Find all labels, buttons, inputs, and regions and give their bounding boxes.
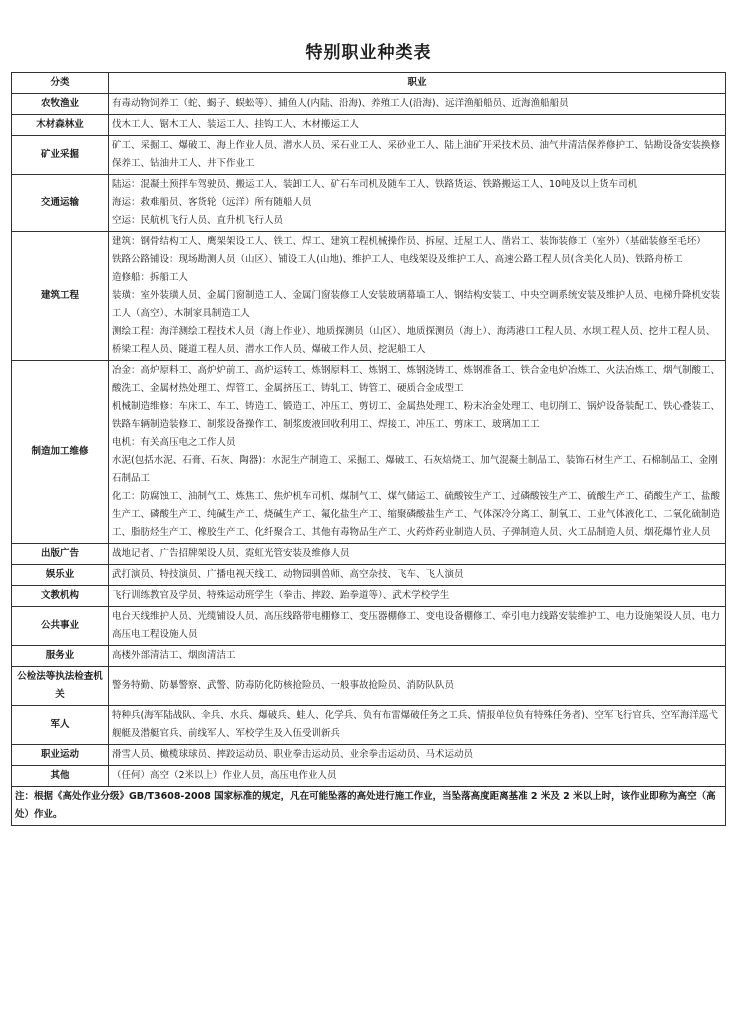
table-row — [12, 706, 726, 745]
table-row — [12, 175, 726, 232]
header-occupation: 职业 — [109, 73, 726, 94]
category-cell: 交通运输 — [12, 175, 109, 232]
category-cell: 农牧渔业 — [12, 94, 109, 115]
occupation-line: 特种兵(海军陆战队、伞兵、水兵、爆破兵、蛙人、化学兵、负有布雷爆破任务之工兵、情报单位负有特殊任务者)、空军飞行官兵、空军海洋巡弋舰艇及潜艇官兵、前线军人、军校学生及入伍受训新兵 — [112, 710, 718, 739]
category-cell: 娱乐业 — [12, 565, 109, 586]
occupation-line: 测绘工程：海洋测绘工程技术人员（海上作业）、地质探测员（山区）、地质探测员（海上）、海湾港口工程人员、水坝工程人员、挖井工程人员、桥梁工程人员、隧道工程人员、潜水工作人员、爆破工作人员、挖泥船工人 — [112, 326, 716, 355]
occupation-cell — [109, 607, 726, 646]
note-text: 注：根据《高处作业分级》GB/T3608-2008 国家标准的规定，凡在可能坠落的高处进行施工作业，当坠落高度距离基准 2 米及 2 米以上时，该作业即称为高空（高处）作业。 — [12, 787, 726, 826]
occupation-cell — [109, 565, 726, 586]
occupation-cell — [109, 667, 726, 706]
occupation-line: 飞行训练教官及学员、特殊运动班学生（拳击、摔跤、跆拳道等）、武术学校学生 — [112, 590, 450, 601]
note-row — [12, 787, 726, 826]
occupation-line: 陆运：混凝土预拌车驾驶员、搬运工人、装卸工人、矿石车司机及随车工人、铁路货运、铁路搬运工人、10吨及以上货车司机 — [112, 179, 638, 190]
occupation-line: 机械制造维修：车床工、车工、铸造工、锻造工、冲压工、剪切工、金属热处理工、粉末冶金处理工、电切削工、锅炉设备装配工、铁心叠装工、铁路车辆制造装修工、制浆设备操作工、制浆废液回收利用工、焊接工、冲压工、剪床工、玻璃加工工 — [112, 401, 721, 430]
category-cell: 制造加工维修 — [12, 361, 109, 544]
occupation-cell — [109, 175, 726, 232]
category-cell: 其他 — [12, 766, 109, 787]
category-cell: 文教机构 — [12, 586, 109, 607]
occupation-cell — [109, 544, 726, 565]
header-category: 分类 — [12, 73, 109, 94]
occupation-cell — [109, 115, 726, 136]
occupation-line: 武打演员、特技演员、广播电视天线工、动物园驯兽师、高空杂技、飞车、飞人演员 — [112, 569, 464, 580]
occupation-line: 海运：救难船员、客货轮（远洋）所有随船人员 — [112, 197, 312, 208]
occupation-line: 高楼外部清洁工、烟囱清洁工 — [112, 650, 236, 661]
occupation-line: 电机：有关高压电之工作人员 — [112, 437, 236, 448]
category-cell: 公检法等执法检查机关 — [12, 667, 109, 706]
table-row — [12, 646, 726, 667]
occupation-line: 水泥(包括水泥、石膏、石灰、陶器)：水泥生产制造工、采掘工、爆破工、石灰焙烧工、加气混凝土制品工、装饰石材生产工、石棉制品工、金刚石制品工 — [112, 455, 718, 484]
occupation-line: （任何）高空（2米以上）作业人员，高压电作业人员 — [112, 770, 337, 781]
category-cell: 木材森林业 — [12, 115, 109, 136]
occupation-line: 空运：民航机飞行人员、直升机飞行人员 — [112, 215, 284, 226]
table-row — [12, 232, 726, 361]
occupation-line: 有毒动物饲养工（蛇、蝎子、蜈蚣等）、捕鱼人(内陆、沿海)、养殖工人(沿海)、远洋渔船船员、近海渔船船员 — [112, 98, 569, 109]
occupation-cell — [109, 745, 726, 766]
table-row — [12, 544, 726, 565]
category-cell: 建筑工程 — [12, 232, 109, 361]
table-row — [12, 565, 726, 586]
occupation-cell — [109, 766, 726, 787]
table-header-row — [12, 73, 726, 94]
page-title: 特别职业种类表 — [305, 43, 432, 63]
occupation-cell — [109, 706, 726, 745]
category-cell: 军人 — [12, 706, 109, 745]
occupation-line: 电台天线维护人员、光缆铺设人员、高压线路带电棚修工、变压器棚修工、变电设备棚修工、牵引电力线路安装维护工、电力设施架设人员、电力高压电工程设施人员 — [112, 611, 721, 640]
category-cell: 矿业采掘 — [12, 136, 109, 175]
occupation-cell — [109, 232, 726, 361]
occupation-line: 铁路公路铺设：现场勘测人员（山区）、铺设工人(山地)、维护工人、电线架设及维护工人、高速公路工程人员(含美化人员)、铁路舟桥工 — [112, 254, 683, 265]
occupation-cell — [109, 646, 726, 667]
occupation-line: 伐木工人、锯木工人、装运工人、挂钩工人、木材搬运工人 — [112, 119, 360, 130]
table-row — [12, 94, 726, 115]
table-row — [12, 667, 726, 706]
category-cell: 职业运动 — [12, 745, 109, 766]
occupation-cell — [109, 94, 726, 115]
table-row — [12, 607, 726, 646]
table-row — [12, 586, 726, 607]
category-cell: 出版广告 — [12, 544, 109, 565]
occupation-line: 滑雪人员、橄榄球球员、摔跤运动员、职业拳击运动员、业余拳击运动员、马术运动员 — [112, 749, 474, 760]
category-cell: 公共事业 — [12, 607, 109, 646]
occupation-cell — [109, 361, 726, 544]
occupation-line: 装璜：室外装璜人员、金属门窗制造工人、金属门窗装修工人安装玻璃幕墙工人、钢结构安装工、中央空调系统安装及维护人员、电梯升降机安装工人（高空）、木制家具制造工人 — [112, 290, 721, 319]
occupation-line: 造修船：拆船工人 — [112, 272, 189, 283]
occupation-line: 建筑：钢骨结构工人、鹰架架设工人、铁工、焊工、建筑工程机械操作员、拆屋、迁屋工人、凿岩工、装饰装修工（室外）（基础装修至毛坯） — [112, 236, 706, 247]
occupation-line: 冶金：高炉原料工、高炉炉前工、高炉运转工、炼钢原料工、炼钢工、炼钢浇铸工、炼钢准备工、铁合金电炉冶炼工、火法冶炼工、烟气制酸工、酸洗工、金属材热处理工、焊管工、金属挤压工、铸轧工、铸管工、硬质合金成型工 — [112, 365, 721, 394]
table-row — [12, 115, 726, 136]
table-row — [12, 745, 726, 766]
table-row — [12, 361, 726, 544]
occupation-line: 警务特勤、防暴警察、武警、防毒防化防核抢险员、一般事故抢险员、消防队队员 — [112, 680, 455, 691]
table-row — [12, 766, 726, 787]
occupation-cell — [109, 136, 726, 175]
occupation-cell — [109, 586, 726, 607]
category-cell: 服务业 — [12, 646, 109, 667]
occupation-line: 矿工、采掘工、爆破工、海上作业人员、潜水人员、采石业工人、采砂业工人、陆上油矿开采技术员、油气井清洁保养修护工、钻勘设备安装换修保养工、钻油井工人、井下作业工 — [112, 140, 721, 169]
table-row — [12, 136, 726, 175]
occupation-table — [11, 72, 726, 826]
occupation-line: 化工：防腐蚀工、油制气工、炼焦工、焦炉机车司机、煤制气工、煤气储运工、硫酸铵生产工、过磷酸铵生产工、硫酸生产工、硝酸生产工、盐酸生产工、磷酸生产工、纯碱生产工、烧碱生产工、氟化盐生产工、缩聚磷酸盐生产工、气体深冷分离工、制氧工、工业气体液化工、二氧化硫制造工、脂肪烃生产工、橡胶生产工、化纤聚合工、其他有毒物品生产工、火药炸药业制造人员、子弹制造人员、火工品制造人员、烟花爆竹业人员 — [112, 491, 721, 538]
occupation-line: 战地记者、广告招牌架设人员、霓虹光管安装及维修人员 — [112, 548, 350, 559]
